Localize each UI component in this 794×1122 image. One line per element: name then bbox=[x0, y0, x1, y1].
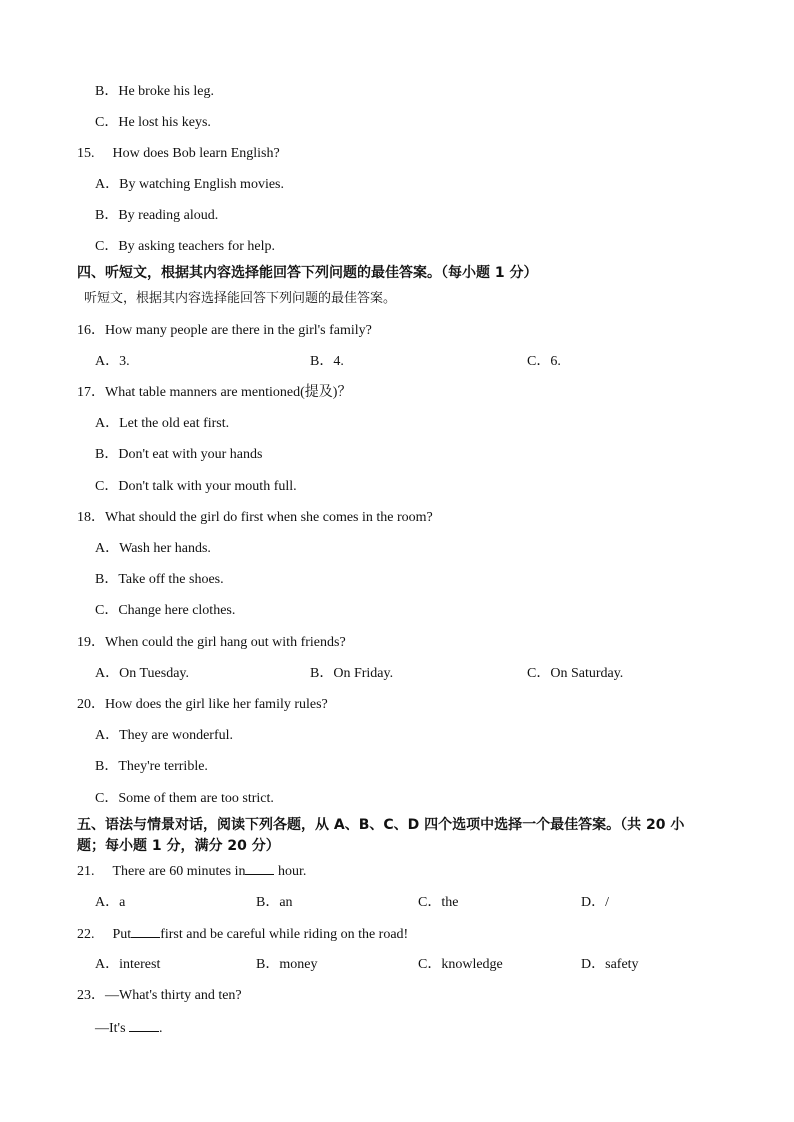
q17-option-b[interactable] bbox=[95, 446, 262, 464]
option-letter: B． bbox=[95, 572, 119, 587]
q17-option-a[interactable] bbox=[95, 415, 229, 433]
option-text: On Saturday. bbox=[550, 666, 624, 681]
q15-option-c[interactable] bbox=[95, 238, 275, 256]
section-4-title: 四、听短文，根据其内容选择能回答下列问题的最佳答案。（每小题 1 分） bbox=[77, 265, 538, 281]
q15-option-a[interactable] bbox=[95, 176, 284, 194]
question-number: 15. bbox=[77, 146, 95, 161]
question-number: 17． bbox=[77, 385, 105, 400]
q23-answer-line bbox=[95, 1019, 163, 1038]
option-text: Change here clothes. bbox=[118, 603, 236, 618]
q18-question bbox=[77, 509, 433, 527]
option-text: He lost his keys. bbox=[118, 115, 211, 130]
question-number: 23． bbox=[77, 988, 105, 1003]
option-text: / bbox=[605, 895, 610, 910]
answer-blank bbox=[131, 925, 160, 938]
q17-option-c[interactable] bbox=[95, 478, 297, 496]
option-letter: B． bbox=[310, 666, 334, 681]
question-text: What should the girl do first when she comes in the room? bbox=[105, 510, 433, 525]
option-text: Some of them are too strict. bbox=[118, 791, 274, 806]
q20-option-a[interactable] bbox=[95, 727, 233, 745]
answer-blank bbox=[129, 1019, 159, 1032]
q22-option-d[interactable] bbox=[581, 956, 639, 974]
option-text: They're terrible. bbox=[118, 759, 208, 774]
q22-option-b[interactable] bbox=[256, 956, 317, 974]
q23-question bbox=[77, 987, 242, 1005]
question-number: 21. bbox=[77, 864, 95, 879]
option-letter: C． bbox=[418, 895, 442, 910]
option-letter: C． bbox=[418, 957, 442, 972]
option-letter: C． bbox=[95, 603, 119, 618]
option-text: Take off the shoes. bbox=[118, 572, 224, 587]
option-text: By reading aloud. bbox=[118, 208, 219, 223]
option-letter: A． bbox=[95, 895, 120, 910]
option-text: On Friday. bbox=[333, 666, 394, 681]
option-letter: C． bbox=[95, 115, 119, 130]
q18-option-a[interactable] bbox=[95, 540, 211, 558]
question-text: What table manners are mentioned(提及)？ bbox=[105, 385, 352, 400]
question-text: How many people are there in the girl's family? bbox=[105, 323, 372, 338]
section-5-title-line-2: 题；每小题 1 分，满分 20 分） bbox=[77, 838, 280, 854]
option-text: knowledge bbox=[441, 957, 503, 972]
q17-question bbox=[77, 384, 351, 402]
option-text: He broke his leg. bbox=[118, 84, 214, 99]
q16-question bbox=[77, 322, 372, 340]
q20-option-c[interactable] bbox=[95, 790, 274, 808]
question-number: 22. bbox=[77, 927, 95, 942]
q16-option-a[interactable] bbox=[95, 353, 130, 371]
q20-option-b[interactable] bbox=[95, 758, 208, 776]
option-letter: C． bbox=[527, 354, 551, 369]
q19-option-c[interactable] bbox=[527, 665, 623, 683]
question-number: 20． bbox=[77, 697, 105, 712]
section-4-instruction: 听短文，根据其内容选择能回答下列问题的最佳答案。 bbox=[84, 291, 397, 306]
option-letter: C． bbox=[95, 479, 119, 494]
question-text: How does the girl like her family rules? bbox=[105, 697, 328, 712]
section-5-title-line-1: 五、语法与情景对话，阅读下列各题，从 A、B、C、D 四个选项中选择一个最佳答案。（共 20 小 bbox=[77, 817, 685, 833]
option-letter: C． bbox=[527, 666, 551, 681]
option-letter: A． bbox=[95, 177, 120, 192]
question-text: How does Bob learn English? bbox=[112, 146, 280, 161]
option-letter: B． bbox=[310, 354, 334, 369]
option-text: On Tuesday. bbox=[119, 666, 190, 681]
answer-text-after: . bbox=[159, 1021, 163, 1036]
q15-option-b[interactable] bbox=[95, 207, 218, 225]
option-text: Don't talk with your mouth full. bbox=[118, 479, 297, 494]
question-text: —What's thirty and ten? bbox=[105, 988, 242, 1003]
option-letter: C． bbox=[95, 791, 119, 806]
question-number: 19． bbox=[77, 635, 105, 650]
option-letter: A． bbox=[95, 957, 120, 972]
option-text: 3. bbox=[119, 354, 130, 369]
option-text: Let the old eat first. bbox=[119, 416, 230, 431]
option-text: Don't eat with your hands bbox=[118, 447, 263, 462]
q22-option-a[interactable] bbox=[95, 956, 160, 974]
option-text: interest bbox=[119, 957, 161, 972]
option-letter: B． bbox=[95, 208, 119, 223]
option-letter: B． bbox=[95, 759, 119, 774]
q21-option-d[interactable] bbox=[581, 894, 609, 912]
q18-option-c[interactable] bbox=[95, 602, 235, 620]
option-letter: B． bbox=[256, 895, 280, 910]
option-text: money bbox=[279, 957, 318, 972]
q21-option-a[interactable] bbox=[95, 894, 125, 912]
option-letter: A． bbox=[95, 541, 120, 556]
option-text: an bbox=[279, 895, 293, 910]
question-text: When could the girl hang out with friends? bbox=[105, 635, 346, 650]
option-text: Wash her hands. bbox=[119, 541, 211, 556]
q19-option-a[interactable] bbox=[95, 665, 189, 683]
q21-option-c[interactable] bbox=[418, 894, 458, 912]
q21-question bbox=[77, 862, 306, 881]
question-number: 18． bbox=[77, 510, 105, 525]
q14-option-c[interactable] bbox=[95, 114, 211, 132]
q18-option-b[interactable] bbox=[95, 571, 224, 589]
question-text-after: first and be careful while riding on the road! bbox=[160, 927, 409, 942]
q19-question bbox=[77, 634, 346, 652]
option-letter: D． bbox=[581, 895, 606, 910]
option-letter: A． bbox=[95, 354, 120, 369]
option-letter: A． bbox=[95, 728, 120, 743]
question-number: 16． bbox=[77, 323, 105, 338]
option-text: a bbox=[119, 895, 126, 910]
question-text-before: There are 60 minutes in bbox=[112, 864, 246, 879]
q16-option-c[interactable] bbox=[527, 353, 561, 371]
option-text: 6. bbox=[550, 354, 561, 369]
q19-option-b[interactable] bbox=[310, 665, 393, 683]
option-letter: B． bbox=[95, 84, 119, 99]
q14-option-b[interactable] bbox=[95, 83, 214, 101]
q20-question bbox=[77, 696, 328, 714]
q15-question bbox=[77, 145, 280, 163]
question-text-before: Put bbox=[112, 927, 132, 942]
option-text: By asking teachers for help. bbox=[118, 239, 276, 254]
option-text: the bbox=[441, 895, 459, 910]
option-letter: B． bbox=[256, 957, 280, 972]
option-text: By watching English movies. bbox=[119, 177, 285, 192]
q22-option-c[interactable] bbox=[418, 956, 503, 974]
answer-text-before: —It's bbox=[95, 1021, 130, 1036]
option-letter: C． bbox=[95, 239, 119, 254]
option-letter: D． bbox=[581, 957, 606, 972]
answer-blank bbox=[245, 862, 274, 875]
option-text: safety bbox=[605, 957, 639, 972]
q16-option-b[interactable] bbox=[310, 353, 344, 371]
question-text-after: hour. bbox=[274, 864, 307, 879]
option-letter: A． bbox=[95, 416, 120, 431]
q21-option-b[interactable] bbox=[256, 894, 293, 912]
q22-question bbox=[77, 925, 408, 944]
option-letter: A． bbox=[95, 666, 120, 681]
option-letter: B． bbox=[95, 447, 119, 462]
option-text: 4. bbox=[333, 354, 344, 369]
option-text: They are wonderful. bbox=[119, 728, 234, 743]
